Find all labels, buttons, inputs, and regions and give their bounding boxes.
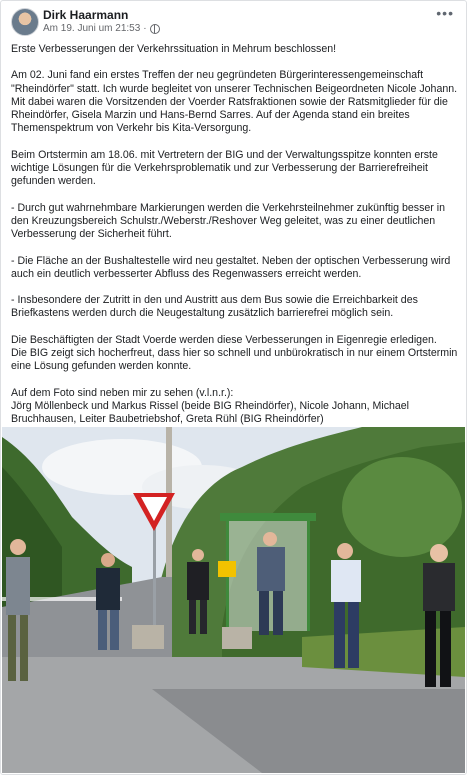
globe-icon[interactable] bbox=[150, 24, 160, 34]
mailbox bbox=[218, 561, 236, 577]
post-text bbox=[11, 43, 459, 440]
post-paragraph: Erste Verbesserungen der Verkehrssituation in Mehrum beschlossen! bbox=[11, 43, 337, 55]
more-options-icon[interactable]: ••• bbox=[436, 5, 454, 21]
post-paragraph: Am 02. Juni fand ein erstes Treffen der neu gegründeten Bürgerinteressengemeinschaft "Rheindörfer" statt. Ich wurde begleitet von unserer Technischen Beigeordneten Nicole Johann. Mit dabei waren die Vorsitzenden der Voerder Ratsfraktionen sowie der Ratsmitglieder für die Rheindörfer, Gisela Marzin und Hans-Bernd Sarres. Auf der Agenda stand ein breites Themenspektrum von Verkehr bis Kita-Versorgung. bbox=[11, 69, 458, 135]
author-avatar[interactable] bbox=[11, 8, 39, 36]
post-timestamp[interactable]: Am 19. Juni um 21:53 bbox=[43, 23, 141, 34]
post-paragraph: Beim Ortstermin am 18.06. mit Vertretern der BIG und der Verwaltungsspitze konnten erste wichtige Lösungen für die Verkehrsproblematik und zur Verbesserung der Barrierefreiheit gefunden werden. bbox=[11, 148, 438, 188]
post-paragraph: Die Beschäftigten der Stadt Voerde werden diese Verbesserungen in Eigenregie erledigen. Die BIG zeigt sich hocherfreut, dass hier so schnell und unbürokratisch in nur einem Ortstermin eine Lösung gefunden werden konnte. bbox=[11, 333, 458, 373]
post-photo[interactable] bbox=[2, 427, 465, 773]
post-paragraph: - Insbesondere der Zutritt in den und Austritt aus dem Bus sowie die Erreichbarkeit des Briefkastens werden durch die Neugestaltung zusätzlich barrierefrei möglich sein. bbox=[11, 294, 418, 320]
author-name[interactable]: Dirk Haarmann bbox=[43, 8, 129, 22]
post-meta: Am 19. Juni um 21:53 · bbox=[43, 23, 160, 34]
post-paragraph: - Durch gut wahrnehmbare Markierungen werden die Verkehrsteilnehmer zukünftig besser in den Kreuzungsbereich Schulstr./Weberstr./Reshover Weg geleitet, was zu einer deutlichen Verbesserung der Sicherheit führt. bbox=[11, 201, 445, 241]
bus-shelter-roof bbox=[220, 513, 316, 521]
post-header bbox=[1, 1, 466, 39]
planter bbox=[132, 625, 164, 649]
post-paragraph: - Die Fläche an der Bushaltestelle wird neu gestaltet. Neben der optischen Verbesserung wird auch ein deutlich verbesserter Abfluss des Regenwassers erreicht werden. bbox=[11, 254, 451, 280]
post-paragraph: Auf dem Foto sind neben mir zu sehen (v.l.n.r.): Jörg Möllenbeck und Markus Rissel (beide BIG Rheindörfer), Nicole Johann, Michael Bruchhausen, Leiter Baubetriebshof, Greta Rühl (BIG Rheindörfer) bbox=[11, 386, 410, 426]
